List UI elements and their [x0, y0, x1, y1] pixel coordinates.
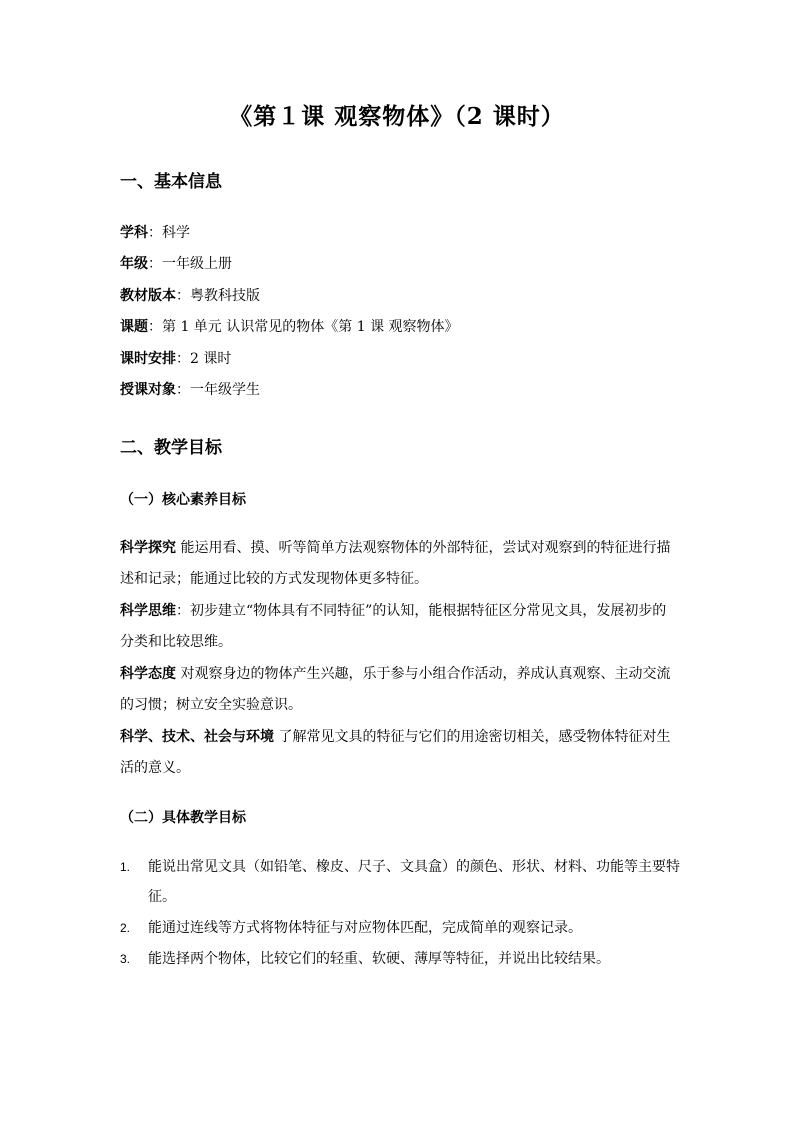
objective-para-attitude [120, 659, 680, 721]
info-row-audience [120, 379, 260, 399]
info-label: 教材版本 [120, 288, 176, 304]
list-item [120, 944, 680, 974]
info-label: 授课对象 [120, 382, 176, 398]
list-number: 3. [120, 952, 131, 966]
info-row-topic [120, 316, 459, 336]
info-sep: ： [148, 319, 162, 335]
subsection-heading-core-literacy: （一）核心素养目标 [120, 492, 246, 508]
list-item [120, 852, 680, 912]
list-text: 能通过连线等方式将物体特征与对应物体匹配，完成简单的观察记录。 [148, 920, 582, 936]
info-row-subject [120, 222, 190, 242]
info-label: 课题 [120, 319, 148, 335]
list-text: 能说出常见文具（如铅笔、橡皮、尺子、文具盒）的颜色、形状、材料、功能等主要特征。 [148, 859, 680, 905]
objective-text: ：初步建立“物体具有不同特征”的认知，能根据特征区分常见文具，发展初步的分类和比较思维。 [120, 603, 667, 650]
objective-para-thinking [120, 596, 680, 658]
info-label: 学科 [120, 225, 148, 241]
info-sep: ： [176, 351, 190, 367]
info-value: 科学 [162, 225, 190, 241]
section-heading-basic-info: 一、基本信息 [120, 172, 222, 192]
info-value: 粤教科技版 [190, 288, 260, 304]
info-value: 第 1 单元 认识常见的物体《第 1 课 观察物体》 [162, 319, 459, 335]
info-label: 年级 [120, 256, 148, 272]
list-number: 1. [120, 860, 131, 874]
objective-text: 对观察身边的物体产生兴趣，乐于参与小组合作活动，养成认真观察、主动交流的习惯；树立安全实验意识。 [120, 666, 671, 713]
objective-para-stse [120, 722, 680, 784]
info-sep: ： [148, 225, 162, 241]
list-number: 2. [120, 921, 131, 935]
info-row-textbook [120, 285, 260, 305]
info-value: 一年级学生 [190, 382, 260, 398]
objective-text: 了解常见文具的特征与它们的用途密切相关，感受物体特征对生活的意义。 [120, 729, 671, 776]
list-text: 能选择两个物体，比较它们的轻重、软硬、薄厚等特征，并说出比较结果。 [148, 951, 610, 967]
objective-label: 科学态度 [120, 666, 176, 682]
info-sep: ： [148, 256, 162, 272]
info-sep: ： [176, 288, 190, 304]
info-row-grade [120, 253, 232, 273]
section-heading-objectives: 二、教学目标 [120, 438, 222, 458]
objective-label: 科学、技术、社会与环境 [120, 729, 274, 745]
objective-text: 能运用看、摸、听等简单方法观察物体的外部特征，尝试对观察到的特征进行描述和记录；能通过比较的方式发现物体更多特征。 [120, 540, 671, 587]
document-title: 《第１课 观察物体》（2 课时） [229, 103, 565, 130]
info-row-schedule [120, 348, 231, 368]
list-item [120, 913, 680, 943]
objective-label: 科学探究 [120, 540, 176, 556]
objective-label: 科学思维 [120, 603, 176, 619]
info-value: 一年级上册 [162, 256, 232, 272]
info-label: 课时安排 [120, 351, 176, 367]
specific-goals-list [120, 852, 680, 975]
objective-para-inquiry [120, 533, 680, 595]
subsection-heading-specific-goals: （二）具体教学目标 [120, 810, 246, 826]
info-value: 2 课时 [190, 351, 232, 367]
info-sep: ： [176, 382, 190, 398]
